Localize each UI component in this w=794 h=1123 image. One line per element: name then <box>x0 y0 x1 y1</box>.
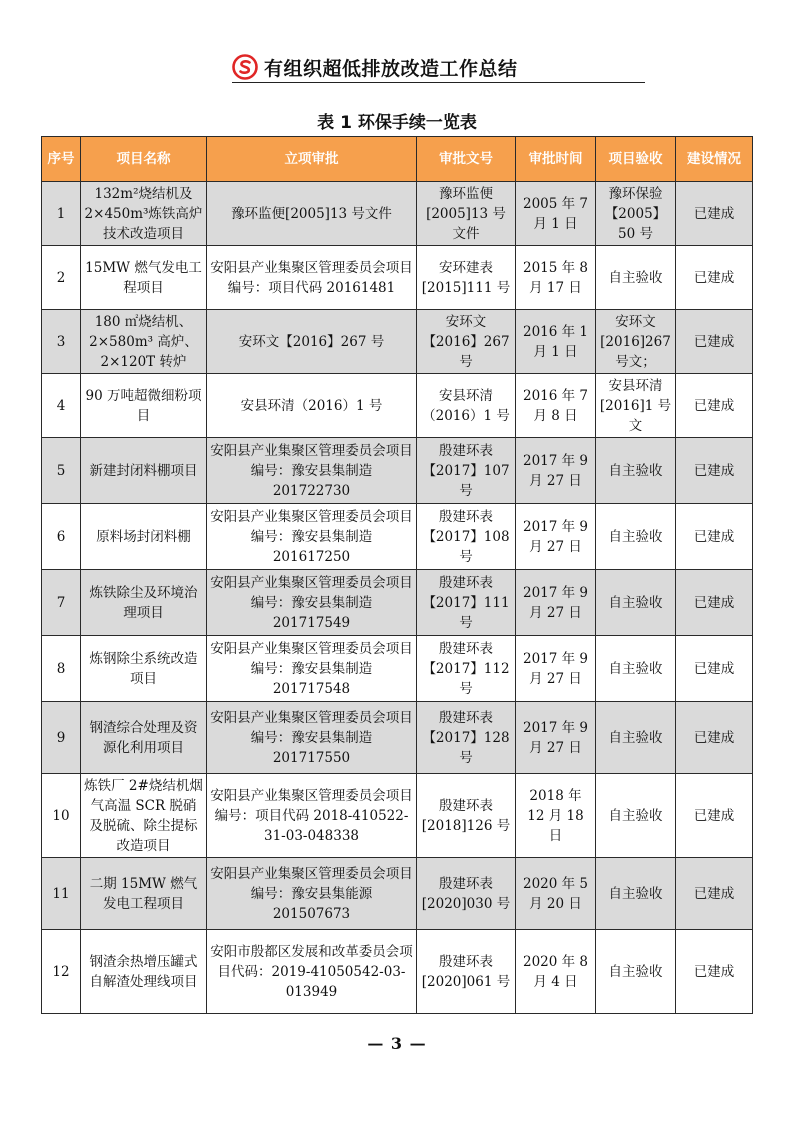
cell-no: 6 <box>42 504 81 570</box>
cell-approval-date: 2017 年 9 月 27 日 <box>516 570 596 636</box>
cell-acceptance: 自主验收 <box>596 438 676 504</box>
cell-project-name: 炼铁厂 2#烧结机烟气高温 SCR 脱硝及脱硫、除尘提标改造项目 <box>81 774 207 858</box>
cell-status: 已建成 <box>676 774 753 858</box>
cell-doc-number: 豫环监便[2005]13 号文件 <box>417 182 516 246</box>
cell-acceptance: 安环文[2016]267 号文； <box>596 310 676 374</box>
cell-status: 已建成 <box>676 570 753 636</box>
cell-doc-number: 殷建环表【2017】108 号 <box>417 504 516 570</box>
page-number: — 3 — <box>367 1034 427 1053</box>
cell-status: 已建成 <box>676 702 753 774</box>
cell-acceptance: 自主验收 <box>596 570 676 636</box>
cell-approval-date: 2017 年 9 月 27 日 <box>516 702 596 774</box>
cell-no: 11 <box>42 858 81 930</box>
table-row <box>42 438 753 504</box>
table-row <box>42 858 753 930</box>
cell-status: 已建成 <box>676 636 753 702</box>
table-row <box>42 774 753 858</box>
cell-approval: 安阳市殷都区发展和改革委员会项目代码：2019-41050542-03-013949 <box>207 930 417 1014</box>
cell-approval: 安阳县产业集聚区管理委员会项目编号：项目代码 2018-410522-31-03-048338 <box>207 774 417 858</box>
header-divider <box>232 82 645 83</box>
cell-status: 已建成 <box>676 930 753 1014</box>
cell-approval-date: 2017 年 9 月 27 日 <box>516 438 596 504</box>
cell-approval: 安阳县产业集聚区管理委员会项目编号：豫安县集制造 201722730 <box>207 438 417 504</box>
cell-approval-date: 2016 年 7 月 8 日 <box>516 374 596 438</box>
cell-no: 2 <box>42 246 81 310</box>
cell-project-name: 90 万吨超微细粉项目 <box>81 374 207 438</box>
cell-approval-date: 2017 年 9 月 27 日 <box>516 504 596 570</box>
cell-no: 4 <box>42 374 81 438</box>
cell-approval-date: 2018 年 12 月 18 日 <box>516 774 596 858</box>
cell-project-name: 原料场封闭料棚 <box>81 504 207 570</box>
table-row <box>42 374 753 438</box>
table-row <box>42 570 753 636</box>
page-header <box>232 50 642 84</box>
column-header-name: 项目名称 <box>81 137 207 182</box>
table-row <box>42 310 753 374</box>
cell-status: 已建成 <box>676 858 753 930</box>
cell-project-name: 钢渣余热增压罐式自解渣处理线项目 <box>81 930 207 1014</box>
cell-approval-date: 2020 年 5 月 20 日 <box>516 858 596 930</box>
cell-no: 9 <box>42 702 81 774</box>
cell-status: 已建成 <box>676 438 753 504</box>
table-header-row <box>42 137 753 182</box>
cell-no: 1 <box>42 182 81 246</box>
column-header-approval: 立项审批 <box>207 137 417 182</box>
cell-doc-number: 安县环清（2016）1 号 <box>417 374 516 438</box>
cell-approval: 安环文【2016】267 号 <box>207 310 417 374</box>
cell-doc-number: 殷建环表【2017】107 号 <box>417 438 516 504</box>
cell-status: 已建成 <box>676 182 753 246</box>
cell-acceptance: 安县环清[2016]1 号文 <box>596 374 676 438</box>
cell-approval: 豫环监便[2005]13 号文件 <box>207 182 417 246</box>
cell-no: 3 <box>42 310 81 374</box>
column-header-acceptance: 项目验收 <box>596 137 676 182</box>
table-row <box>42 636 753 702</box>
permits-table <box>41 136 753 1014</box>
cell-acceptance: 自主验收 <box>596 636 676 702</box>
cell-approval-date: 2005 年 7 月 1 日 <box>516 182 596 246</box>
cell-no: 8 <box>42 636 81 702</box>
cell-doc-number: 殷建环表[2018]126 号 <box>417 774 516 858</box>
cell-approval: 安阳县产业集聚区管理委员会项目编号：豫安县集制造 201617250 <box>207 504 417 570</box>
cell-project-name: 炼钢除尘系统改造项目 <box>81 636 207 702</box>
cell-approval: 安阳县产业集聚区管理委员会项目编号：豫安县集能源 201507673 <box>207 858 417 930</box>
cell-approval-date: 2015 年 8 月 17 日 <box>516 246 596 310</box>
cell-project-name: 180 ㎡烧结机、2×580m³ 高炉、2×120T 转炉 <box>81 310 207 374</box>
cell-approval: 安县环清（2016）1 号 <box>207 374 417 438</box>
cell-doc-number: 殷建环表[2020]061 号 <box>417 930 516 1014</box>
cell-acceptance: 自主验收 <box>596 702 676 774</box>
cell-approval: 安阳县产业集聚区管理委员会项目编号：豫安县集制造 201717550 <box>207 702 417 774</box>
cell-project-name: 炼铁除尘及环境治理项目 <box>81 570 207 636</box>
cell-status: 已建成 <box>676 504 753 570</box>
cell-acceptance: 自主验收 <box>596 858 676 930</box>
column-header-date: 审批时间 <box>516 137 596 182</box>
table-row <box>42 702 753 774</box>
cell-approval-date: 2020 年 8 月 4 日 <box>516 930 596 1014</box>
cell-project-name: 15MW 燃气发电工程项目 <box>81 246 207 310</box>
cell-no: 7 <box>42 570 81 636</box>
cell-acceptance: 豫环保验【2005】50 号 <box>596 182 676 246</box>
cell-status: 已建成 <box>676 310 753 374</box>
table-row <box>42 930 753 1014</box>
cell-approval: 安阳县产业集聚区管理委员会项目编号：豫安县集制造 201717548 <box>207 636 417 702</box>
cell-approval: 安阳县产业集聚区管理委员会项目编号：项目代码 20161481 <box>207 246 417 310</box>
cell-project-name: 二期 15MW 燃气发电工程项目 <box>81 858 207 930</box>
cell-no: 10 <box>42 774 81 858</box>
cell-approval-date: 2017 年 9 月 27 日 <box>516 636 596 702</box>
cell-acceptance: 自主验收 <box>596 774 676 858</box>
cell-project-name: 新建封闭料棚项目 <box>81 438 207 504</box>
cell-doc-number: 安环建表[2015]111 号 <box>417 246 516 310</box>
table-row <box>42 182 753 246</box>
cell-no: 5 <box>42 438 81 504</box>
cell-doc-number: 殷建环表【2017】112 号 <box>417 636 516 702</box>
table-title: 表 1 环保手续一览表 <box>317 113 477 133</box>
cell-approval: 安阳县产业集聚区管理委员会项目编号：豫安县集制造 201717549 <box>207 570 417 636</box>
column-header-doc: 审批文号 <box>417 137 516 182</box>
cell-doc-number: 安环文【2016】267 号 <box>417 310 516 374</box>
cell-doc-number: 殷建环表【2017】111 号 <box>417 570 516 636</box>
table-body <box>42 182 753 1014</box>
cell-approval-date: 2016 年 1 月 1 日 <box>516 310 596 374</box>
cell-acceptance: 自主验收 <box>596 930 676 1014</box>
cell-doc-number: 殷建环表[2020]030 号 <box>417 858 516 930</box>
cell-status: 已建成 <box>676 246 753 310</box>
header-title: 有组织超低排放改造工作总结 <box>264 57 518 80</box>
table-row <box>42 504 753 570</box>
cell-project-name: 钢渣综合处理及资源化利用项目 <box>81 702 207 774</box>
cell-acceptance: 自主验收 <box>596 504 676 570</box>
column-header-status: 建设情况 <box>676 137 753 182</box>
table-row <box>42 246 753 310</box>
cell-no: 12 <box>42 930 81 1014</box>
cell-project-name: 132m²烧结机及 2×450m³炼铁高炉技术改造项目 <box>81 182 207 246</box>
company-logo-icon <box>232 54 258 80</box>
cell-acceptance: 自主验收 <box>596 246 676 310</box>
column-header-no: 序号 <box>42 137 81 182</box>
cell-doc-number: 殷建环表【2017】128 号 <box>417 702 516 774</box>
cell-status: 已建成 <box>676 374 753 438</box>
